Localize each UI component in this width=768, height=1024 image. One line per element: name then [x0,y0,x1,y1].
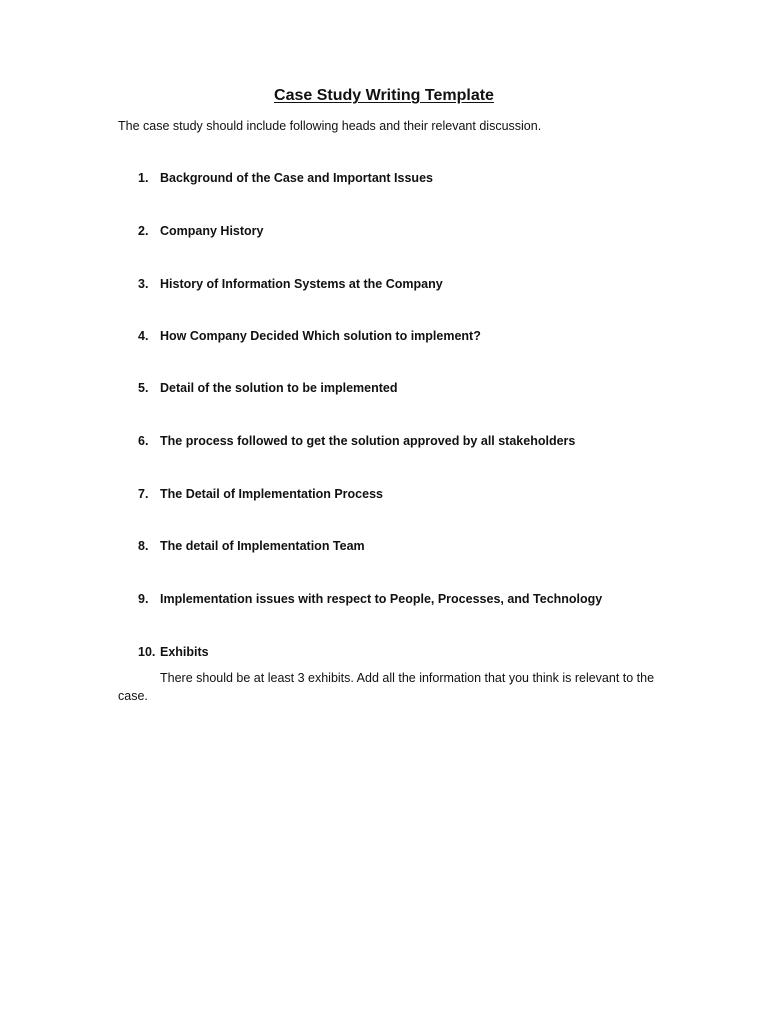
list-item-text: The Detail of Implementation Process [160,487,383,501]
list-item-text: Exhibits [160,645,209,659]
intro-paragraph: The case study should include following heads and their relevant discussion. [118,119,542,133]
list-item-number: 5. [138,381,149,395]
list-item-number: 4. [138,329,149,343]
list-item-number: 10. [138,645,156,659]
list-item-number: 1. [138,171,149,185]
list-item-number: 2. [138,224,149,238]
list-item-number: 8. [138,539,149,553]
list-item [138,643,209,661]
list-item [138,537,365,555]
list-item [138,222,264,240]
list-item-number: 9. [138,592,149,606]
list-item-text: Detail of the solution to be implemented [160,381,398,395]
list-item [138,432,575,450]
list-item [138,485,383,503]
list-item-text: Implementation issues with respect to People, Processes, and Technology [160,592,603,606]
list-item-text: History of Information Systems at the Company [160,277,443,291]
list-item-number: 6. [138,434,149,448]
list-item [138,327,481,345]
list-item-text: The detail of Implementation Team [160,539,365,553]
document-title-text: Case Study Writing Template [274,87,494,104]
list-item [138,379,398,397]
exhibits-description: There should be at least 3 exhibits. Add all the information that you think is relevant to the case. [118,671,655,703]
list-item [138,275,443,293]
list-item-number: 7. [138,487,149,501]
list-item-text: Company History [160,224,264,238]
list-item-text: Background of the Case and Important Issues [160,171,433,185]
list-item [138,590,602,608]
list-item [138,169,433,187]
list-item-text: How Company Decided Which solution to implement? [160,329,481,343]
list-item-number: 3. [138,277,149,291]
document-title [0,86,768,106]
list-item-text: The process followed to get the solution approved by all stakeholders [160,434,576,448]
